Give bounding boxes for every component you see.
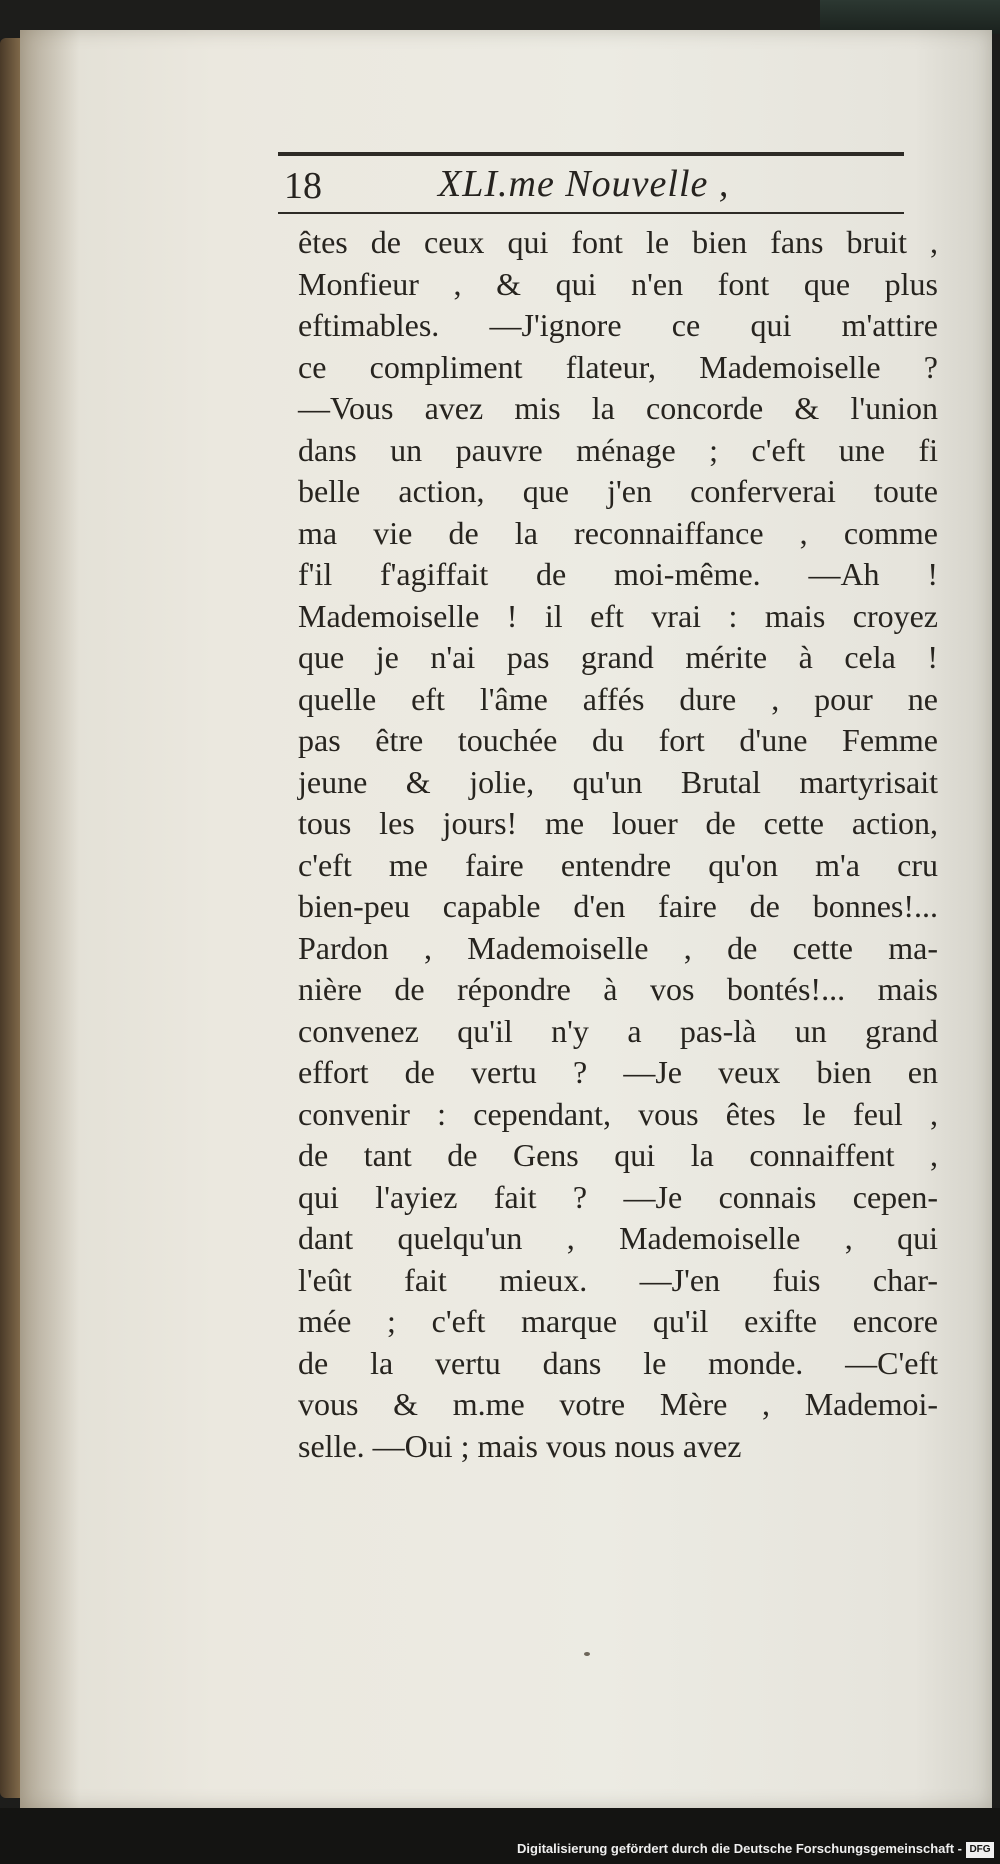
text-line: f'il f'agiffait de moi-même. —Ah ! <box>298 556 938 592</box>
dfg-logo: DFG <box>966 1842 994 1858</box>
text-line: qui l'ayiez fait ? —Je connais cepen- <box>298 1178 938 1215</box>
text-line: —Vous avez mis la concorde & l'union <box>298 390 938 426</box>
text-line: vous & m.me votre Mère , Mademoi- <box>298 1386 938 1422</box>
text-line: quelle eft l'âme affés dure , pour ne <box>298 680 938 717</box>
book-ribbon <box>820 0 1000 34</box>
page-number: 18 <box>284 165 322 207</box>
text-line: convenir : cependant, vous êtes le feul , <box>298 1095 938 1132</box>
body-text <box>298 222 938 1467</box>
page-gutter-shadow <box>20 30 80 1808</box>
text-line: dant quelqu'un , Mademoiselle , qui <box>298 1220 938 1256</box>
running-head-title: XLI.me Nouvelle , <box>438 163 730 205</box>
header-rule-top <box>278 152 904 156</box>
text-line: ma vie de la reconnaiffance , comme <box>298 514 938 551</box>
text-line: eftimables. —J'ignore ce qui m'attire <box>298 307 938 343</box>
text-line: l'eût fait mieux. —J'en fuis char- <box>298 1261 938 1298</box>
text-line: pas être touchée du fort d'une Femme <box>298 722 938 758</box>
text-line: dans un pauvre ménage ; c'eft une fi <box>298 431 938 468</box>
text-line: êtes de ceux qui font le bien fans bruit , <box>298 224 938 260</box>
paper-speck <box>584 1652 590 1656</box>
footer-bar <box>0 1808 1000 1864</box>
text-line: de la vertu dans le monde. —C'eft <box>298 1344 938 1381</box>
running-head <box>278 160 904 210</box>
header-rule-bottom <box>278 212 904 214</box>
text-line: ce compliment flateur, Mademoiselle ? <box>298 348 938 385</box>
text-line: tous les jours! me louer de cette action, <box>298 805 938 841</box>
text-line: nière de répondre à vos bontés!... mais <box>298 971 938 1007</box>
text-line: effort de vertu ? —Je veux bien en <box>298 1054 938 1090</box>
text-line: de tant de Gens qui la connaiffent , <box>298 1137 938 1173</box>
text-line: que je n'ai pas grand mérite à cela ! <box>298 639 938 675</box>
text-line: bien-peu capable d'en faire de bonnes!... <box>298 888 938 924</box>
text-line: selle. —Oui ; mais vous nous avez <box>298 1427 742 1464</box>
text-line: Mademoiselle ! il eft vrai : mais croyez <box>298 597 938 634</box>
footer-credit: Digitalisierung gefördert durch die Deutsche Forschungsgemeinschaft - <box>517 1841 962 1856</box>
text-line: Pardon , Mademoiselle , de cette ma- <box>298 929 938 966</box>
text-line: convenez qu'il n'y a pas-là un grand <box>298 1012 938 1049</box>
text-line: belle action, que j'en conferverai toute <box>298 473 938 509</box>
text-line: jeune & jolie, qu'un Brutal martyrisait <box>298 763 938 800</box>
text-line: Monfieur , & qui n'en font que plus <box>298 265 938 302</box>
text-line: c'eft me faire entendre qu'on m'a cru <box>298 846 938 883</box>
text-line: mée ; c'eft marque qu'il exifte encore <box>298 1303 938 1339</box>
